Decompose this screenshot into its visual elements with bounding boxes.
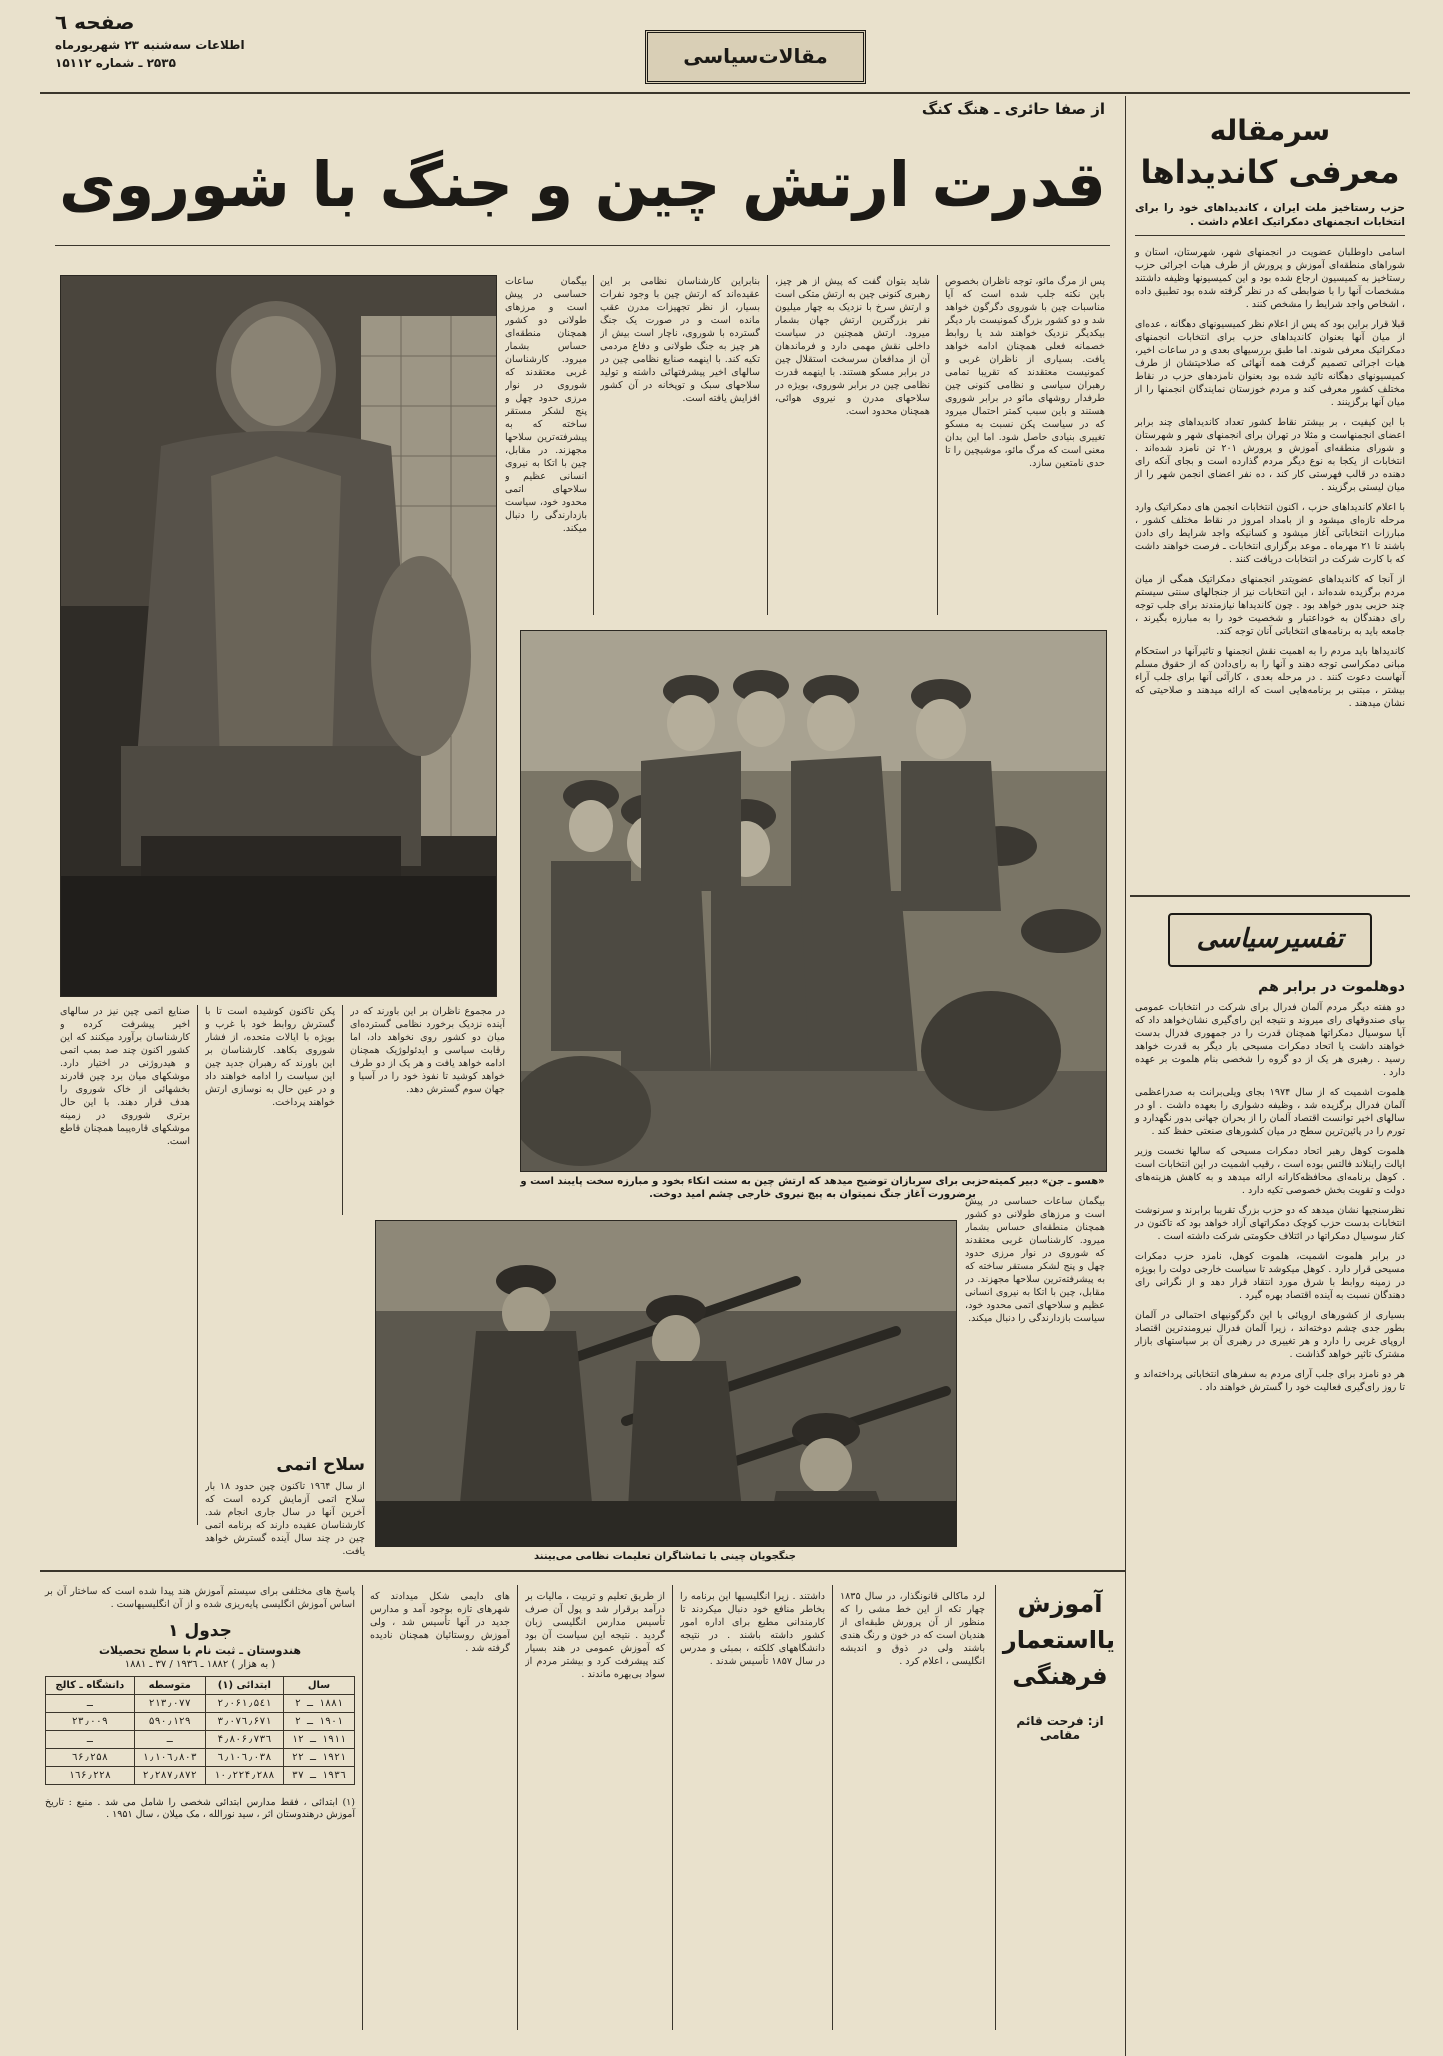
portrait-illustration (61, 276, 496, 996)
soldiers-group-photo (520, 630, 1107, 1172)
table-row (46, 1713, 355, 1731)
nuclear-heading: سلاح اتمی (276, 1455, 365, 1475)
colonialism-column: های دایمی شکل میدادند که شهرهای تازه بوجود آمد و مدارس جدید در آنها تأسیس شد ، ولی آموزش روستائیان همچنان نادیده گرفته شد . (370, 1591, 510, 1654)
table-header: دانشگاه ـ کالج (46, 1677, 135, 1695)
education-table (45, 1676, 355, 1785)
masthead (0, 0, 1443, 90)
commentary-paragraph: هر دو نامزد برای جلب آرای مردم به سفرهای انتخاباتی پرداخته‌اند و تا روز رای‌گیری فعالیت خود را گسترش خواهند داد . (1135, 1369, 1405, 1393)
article-column: صنایع اتمی چین نیز در سالهای اخیر پیشرفت کرده و کارشناسان برآورد میکنند که این کشور اکنون چند صد بمب اتمی و هیدروژنی در اختیار دارد. موشکهای میان برد چین قادرند بخشهائی از خاک شوروی را هدف قرار دهند. با این حال برتری شوروی در زمینه موشکهای قاره‌پیما همچنان قاطع است. (60, 1006, 190, 1147)
combat-photo-caption: جنگجویان چینی با تماشاگران تعلیمات نظامی می‌بینند (533, 1551, 797, 1562)
combat-training-photo (375, 1220, 957, 1547)
commentary-paragraph: بسیاری از کشورهای اروپائی با این دگرگونیهای احتمالی در آلمان بطور جدی چشم دوخته‌اند ، زیرا آلمان فدرال نیرومندترین اقتصاد اروپای غربی را دارد و هر تغییری در رهبری آن بر سیاستهای بازار مشترک تاثیر خواهد گذاشت . (1135, 1310, 1405, 1360)
colonialism-title: فرهنگی (1012, 1662, 1108, 1690)
table-range: ( به هزار ) ۱۸۸۲ ـ ۱۹۳٦ / ۳۷ ـ ۱۸۸۱ (124, 1659, 276, 1670)
editorial-kicker: سرمقاله (1209, 114, 1331, 147)
combat-illustration (376, 1221, 956, 1546)
article-column: پس از مرگ مائو، توجه ناظران بخصوص باین نکته جلب شده است که آیا مناسبات چین با شوروی دگرگون خواهد شد و دو کشور بزرگ کمونیست بار دیگر بیکدیگر نزدیک خواهند شد یا روابط خصمانه فعلی همچنان ادامه خواهد یافت. بسیاری از ناظران غربی و کمونیست معتقدند که تقریبا تمامی رهبران سیاسی و نظامی کنونی چین طرفدار روشهای مائو در برابر شوروی هستند و باین سبب کمتر احتمال میرود که در سیاست پکن نسبت به مسکو تغییری بنیادی حاصل شود. اما این بدان معنی است که مرگ مائو، موشیچین را تا حدی نامتعین سازد. (945, 276, 1105, 469)
editorial-paragraph: با اعلام کاندیداهای حزب ، اکنون انتخابات انجمن های دمکراتیک وارد مرحله تازه‌ای میشود و از بامداد امروز در نقاط مختلف کشور ، مبارزات انتخاباتی آغاز میشود و کسانیکه واجد شرایط رای دادن باشند تا ۲۱ مهرماه ـ موعد برگزاری انتخابات ـ فرصت خواهند داشت که با کارت شرکت در انتخابات دریافت کنند . (1135, 502, 1405, 565)
editorial-paragraph: از آنجا که کاندیداهای عضویتدر انجمنهای دمکراتیک همگی از میان مردم برگزیده شده‌اند ، این انتخابات نیز از جنجالهای سنتی سیستم چند حزبی بدور خواهد بود . چون کاندیداها نیازمندند برای جلب توجه رای دهندگان به خوداعتبار و شخصیت خود را به مبارزه بگیرند ، جامعه باید به برنامه‌های انتخاباتی آنان توجه کند. (1135, 574, 1405, 637)
commentary-paragraph: هلموت کوهل رهبر اتحاد دمکرات مسیحی که سالها نخست وزیر ایالت راینلاند فالتس بوده است ، رقیب اشمیت در این انتخابات است . کوهل برنامه‌ای محافظه‌کارانه ارائه میدهد و به کاهش هزینه‌های دولت و تقویت بخش خصوصی تکیه دارد . (1135, 1146, 1405, 1196)
table-cell: ۲۳٫۰۰۹ (46, 1713, 135, 1731)
editorial (1135, 100, 1405, 890)
colonialism-column: داشتند . زیرا انگلیسیها این برنامه را بخاطر منافع خود دنبال میکردند تا کارمندانی مطیع برای اداره امور کشور داشته باشند . در نتیجه دانشگاههای کلکته ، بمبئی و مدرس در سال ۱۸۵۷ تأسیس شدند . (680, 1591, 825, 1667)
nuclear-text: از سال ۱۹٦۴ تاکنون چین حدود ۱۸ بار سلاح اتمی آزمایش کرده است که آخرین آنها در سال جاری انجام شد. کارشناسان عقیده دارند که برنامه اتمی چین در چند سال آینده گسترش خواهد یافت. (205, 1481, 365, 1557)
table-header: ابتدائی (۱) (205, 1677, 283, 1695)
table-cell: ۴٫۸۰۶٫۷۳٦ (205, 1731, 283, 1749)
editorial-lead: حزب رستاخیز ملت ایران ، کاندیداهای خود را برای انتخابات انجمنهای دمکراتیک اعلام داشت . (1135, 202, 1405, 228)
table-subtitle: هندوستان ـ ثبت نام با سطح تحصیلات (99, 1644, 301, 1657)
table-cell: ۱۸۸۱ ـ ۲ (283, 1695, 354, 1713)
commentary-paragraph: هلموت اشمیت که از سال ۱۹۷۴ بجای ویلی‌برانت به صدراعظمی آلمان فدرال برگزیده شد ، وظیفه دشواری را بعهده داشت . او در سالهای اخیر توانست اقتصاد آلمان را از بحران جهانی بدور نگهدارد و تورم را در پائین‌ترین سطح در میان کشورهای صنعتی حفظ کند . (1135, 1087, 1405, 1137)
colonialism-title-block (1002, 1590, 1115, 1742)
table-cell: ۳٫۰۷٦٫۶۷۱ (205, 1713, 283, 1731)
editorial-paragraph: کاندیداها باید مردم را به اهمیت نقش انجمنها و تاثیرآنها در استحکام مبانی دمکراسی توجه دهند و آنها را به رای‌دادن که از حقوق مسلم آنهاست دعوت کنند . در مرحله بعدی ، کارآئی آنها برای جلب آراء بیشتر ، مبتنی بر برنامه‌هایی است که ارائه میدهند و صلاحیتی که نشان میدهند . (1135, 646, 1405, 709)
commentary-banner (1168, 913, 1372, 967)
editorial-paragraph: قبلا قرار براین بود که پس از اعلام نظر کمیسیونهای دهگانه ، عده‌ای از میان آنها بعنوان کاندیداهای حزب برای انتخابات انجمنهای دمکراتیک معرفی شوند. اما طبق بررسیهای بعدی و در ساعات اخیر، هیات اجرائی تصمیم گرفت همه آنهائی که صلاحیتشان از طرف کمیسیونهای دهگانه تائید شده بود بعنوان نامزدهای حزب در نقاط مختلف کشور معرفی کند و مردم خوزستان نمایندگان انجمنها را از میان آنها برگزینند . (1135, 319, 1405, 408)
table-cell: ۲۱۳٫۰۷۷ (134, 1695, 205, 1713)
table-cell: ٦٫۱۰٦٫۰۳۸ (205, 1749, 283, 1767)
table-cell: ۱۹۱۱ ـ ۱۲ (283, 1731, 354, 1749)
page-label: صفحه ٦ (55, 10, 135, 34)
table-header: متوسطه (134, 1677, 205, 1695)
editorial-paragraph: با این کیفیت ، بر بیشتر نقاط کشور تعداد کاندیداهای چند برابر اعضای انجمنهاست و مثلا در تهران برای انجمنهای شهر و شهرستان و شورای منطقه‌ای آموزش و پرورش ۲۰۱ تن نامزد شده‌اند . انتخابات از یکجا به نوع دیگر مردم گذارده است و بجای آنکه رای دهنده در قالب فهرستی کار کند ، ده نفر اعضای انجمن شهر را از میان لیستی برگزیند . (1135, 417, 1405, 493)
table-cell: ۱٫۱۰٦٫۸۰۳ (134, 1749, 205, 1767)
headline: قدرت ارتش چین و جنگ با شوروی (58, 148, 1107, 221)
table-cell: ۱۹۳٦ ـ ۳۷ (283, 1767, 354, 1785)
issue-line: اطلاعات سه‌شنبه ۲۳ شهریورماه (55, 38, 245, 52)
table-intro: پاسخ های مختلفی برای سیستم آموزش هند پیدا شده است که ساختار آن بر اساس آموزش انگلیسی پایه‌ریزی شده و از آن انگلیسیهاست . (45, 1586, 355, 1610)
commentary-paragraph: در برابر هلموت اشمیت، هلموت کوهل، نامزد حزب دمکرات مسیحی قرار دارد . کوهل میکوشد تا سیاست خارجی دولت را بویژه در زمینه روابط با شرق مورد انتقاد قرار دهد و از نگرانی رای دهندگان نسبت به آینده اقتصاد بهره گیرد . (1135, 1251, 1405, 1301)
table-cell: ٦۶٫۲۵۸ (46, 1749, 135, 1767)
section-title: مقالات‌سیاسی (683, 44, 828, 68)
byline: از صفا حائری ـ هنگ کنگ (921, 100, 1105, 118)
article-column: بیگمان ساعات حساسی در پیش است و مرزهای طولانی دو کشور همچنان منطقه‌ای حساس بشمار میرود. کارشناسان غربی معتقدند که شوروی در نوار مرزی حدود چهل و پنج لشکر مستقر ساخته که به پیشرفته‌ترین سلاحها مجهزند. در مقابل، چین با اتکا به نیروی انسانی عظیم و سلاحهای اتمی محدود خود، سیاست بازدارندگی را دنبال میکند. (505, 276, 587, 534)
table-cell: ۱٦۶٫۲۲۸ (46, 1767, 135, 1785)
colonialism-column: از طریق تعلیم و تربیت ، مالیات بر درآمد برقرار شد و پول آن صرف تأسیس مدارس انگلیسی زبان گردید . نتیجه این سیاست آن بود که آموزش عمومی در هند بسیار کند پیشرفت کرد و بیشتر مردم از سواد بی‌بهره ماندند . (525, 1591, 665, 1680)
commentary-subtitle: دوهلموت در برابر هم (1258, 979, 1405, 995)
article-column: شاید بتوان گفت که پیش از هر چیز، رهبری کنونی چین به ارتش متکی است و ارتش سرخ با نزدیک به چهار میلیون نفر بزرگترین ارتش جهان بشمار میرود. ارتش همچنین در سیاست داخلی نقش مهمی دارد و فرماندهان آن از مدافعان سرسخت استقلال چین در برابر مسکو هستند. با اینهمه قدرت نظامی چین در برابر شوروی، بویژه در سلاحهای مدرن و نیروی هوائی، همچنان محدود است. (775, 276, 930, 417)
group-photo-caption: «هسو ـ جن» دبیر کمیته‌حزبی برای سربازان توضیح میدهد که ارتش چین به سنت انکاء بخود و مبارزه سخت پایبند است و برضرورت آغاز جنگ نمیتوان به پیچ نیروی خارجی چشم امید دوخت. (520, 1176, 1105, 1200)
table-header: سال (283, 1677, 354, 1695)
table-cell: ۱۹۰۱ ـ ۲ (283, 1713, 354, 1731)
table-cell: ـ (46, 1731, 135, 1749)
table-row (46, 1695, 355, 1713)
article-column: پکن تاکنون کوشیده است تا با گسترش روابط خود با غرب و بویژه با ایالات متحده، از فشار شوروی بکاهد. کارشناسان بر این باورند که رهبران جدید چین این سیاست را ادامه خواهند داد و در عین حال به نوسازی ارتش خواهند پرداخت. (205, 1006, 335, 1108)
table-title: جدول ۱ (168, 1621, 232, 1641)
commentary-title: تفسیرسیاسی (1196, 924, 1344, 954)
education-table-block (45, 1585, 355, 1821)
mao-portrait-photo (60, 275, 497, 997)
table-row (46, 1731, 355, 1749)
colonialism-author: از: فرحت قائم مقامی (1016, 1714, 1104, 1742)
table-cell: ۲٫۲۸۷٫۸۷۲ (134, 1767, 205, 1785)
commentary-paragraph: دو هفته دیگر مردم آلمان فدرال برای شرکت در انتخابات عمومی بپای صندوقهای رای میروند و نتیجه این رای‌گیری نشان‌خواهد داد که آیا سوسیال دمکراتها همچنان قدرت را در جمهوری فدرال بدست خواهند داشت یا اتحاد دمکرات مسیحی بار دیگر به قدرت خواهد رسید . رهبری هر یک از دو گروه را شخصی بنام هلموت بر عهده دارد . (1135, 1002, 1405, 1078)
table-cell: ۵۹۰٫۱۲۹ (134, 1713, 205, 1731)
commentary-paragraph: نظرسنجیها نشان میدهد که دو حزب بزرگ تقریبا برابرند و سرنوشت انتخابات بدست حزب کوچک دمکراتهای آزاد خواهد بود که تاکنون در کنار سوسیال دمکراتها در ائتلاف حکومتی شرکت داشته است . (1135, 1205, 1405, 1242)
colonialism-column: لرد ماکالی قانونگذار، در سال ۱۸۳۵ چهار تکه از این خط مشی را که منظور از آن پرورش طبقه‌ای از هندیان است که در خون و رنگ هندی باشند ولی در ذوق و اندیشه انگلیسی ، اعلام کرد . (840, 1591, 985, 1667)
soldiers-illustration (521, 631, 1106, 1171)
editorial-paragraph: اسامی داوطلبان عضویت در انجمنهای شهر، شهرستان، استان و شوراهای منطقه‌ای آموزش و پرورش از طرف هیات اجرائی حزب رستاخیز به کمیسیون ارجاع شده بود و این کمیسیونها وظیفه داشتند مشخصات آنها را با ضوابطی که در نظر گرفته شده بود تطبیق داده ، اشخاص واجد شرایط را مشخص کنند . (1135, 247, 1405, 310)
table-note: (۱) ابتدائی ، فقط مدارس ابتدائی شخصی را شامل می شد . منبع : تاریخ آموزش درهندوستان اثر ، سید نورالله ، مک میلان ، سال ۱۹۵۱ . (45, 1797, 355, 1820)
colonialism-title: یااستعمار (1002, 1626, 1115, 1654)
editorial-title: معرفی کاندیداها (1140, 153, 1400, 191)
article-column: بیگمان ساعات حساسی در پیش است و مرزهای طولانی دو کشور همچنان منطقه‌ای حساس بشمار میرود. کارشناسان غربی معتقدند که شوروی در نوار مرزی حدود چهل و پنج لشکر مستقر ساخته که به پیشرفته‌ترین سلاحها مجهزند. در مقابل، چین با اتکا به نیروی انسانی عظیم و سلاحهای اتمی محدود خود، سیاست بازدارندگی را دنبال میکند. (965, 1196, 1105, 1324)
table-cell: ۱۹۲۱ ـ ۲۲ (283, 1749, 354, 1767)
table-row (46, 1767, 355, 1785)
table-cell: ۱۰٫۲۲۴٫۲۸۸ (205, 1767, 283, 1785)
table-cell: ـ (46, 1695, 135, 1713)
table-cell: ۲٫۰۶۱٫۵٤۱ (205, 1695, 283, 1713)
table-cell: ـ (134, 1731, 205, 1749)
section-banner (645, 30, 866, 84)
table-row (46, 1749, 355, 1767)
colonialism-title: آموزش (1017, 1590, 1103, 1618)
commentary (1135, 905, 1405, 2045)
article-column: بنابراین کارشناسان نظامی بر این عقیده‌اند که ارتش چین با وجود نفرات بسیار، از نظر تجهیزات مدرن عقب مانده است و در صورت یک جنگ گسترده با شوروی، ناچار است بیش از هر چیز به جنگ طولانی و دفاع مردمی تکیه کند. با اینهمه صنایع نظامی چین در سالهای اخیر پیشرفتهائی داشته و تولید سلاحهای سبک و توپخانه در آن کشور افزایش یافته است. (600, 276, 760, 404)
issue-number: ۲۵۳۵ ـ شماره ۱۵۱۱۲ (55, 56, 176, 70)
article-column: در مجموع ناظران بر این باورند که در آینده نزدیک برخورد نظامی گسترده‌ای میان دو کشور روی نخواهد داد، اما رقابت سیاسی و ایدئولوژیک همچنان ادامه خواهد یافت و هر یک از دو طرف خواهد کوشید تا نفوذ خود را در آسیا و جهان سوم گسترش دهد. (350, 1006, 505, 1095)
